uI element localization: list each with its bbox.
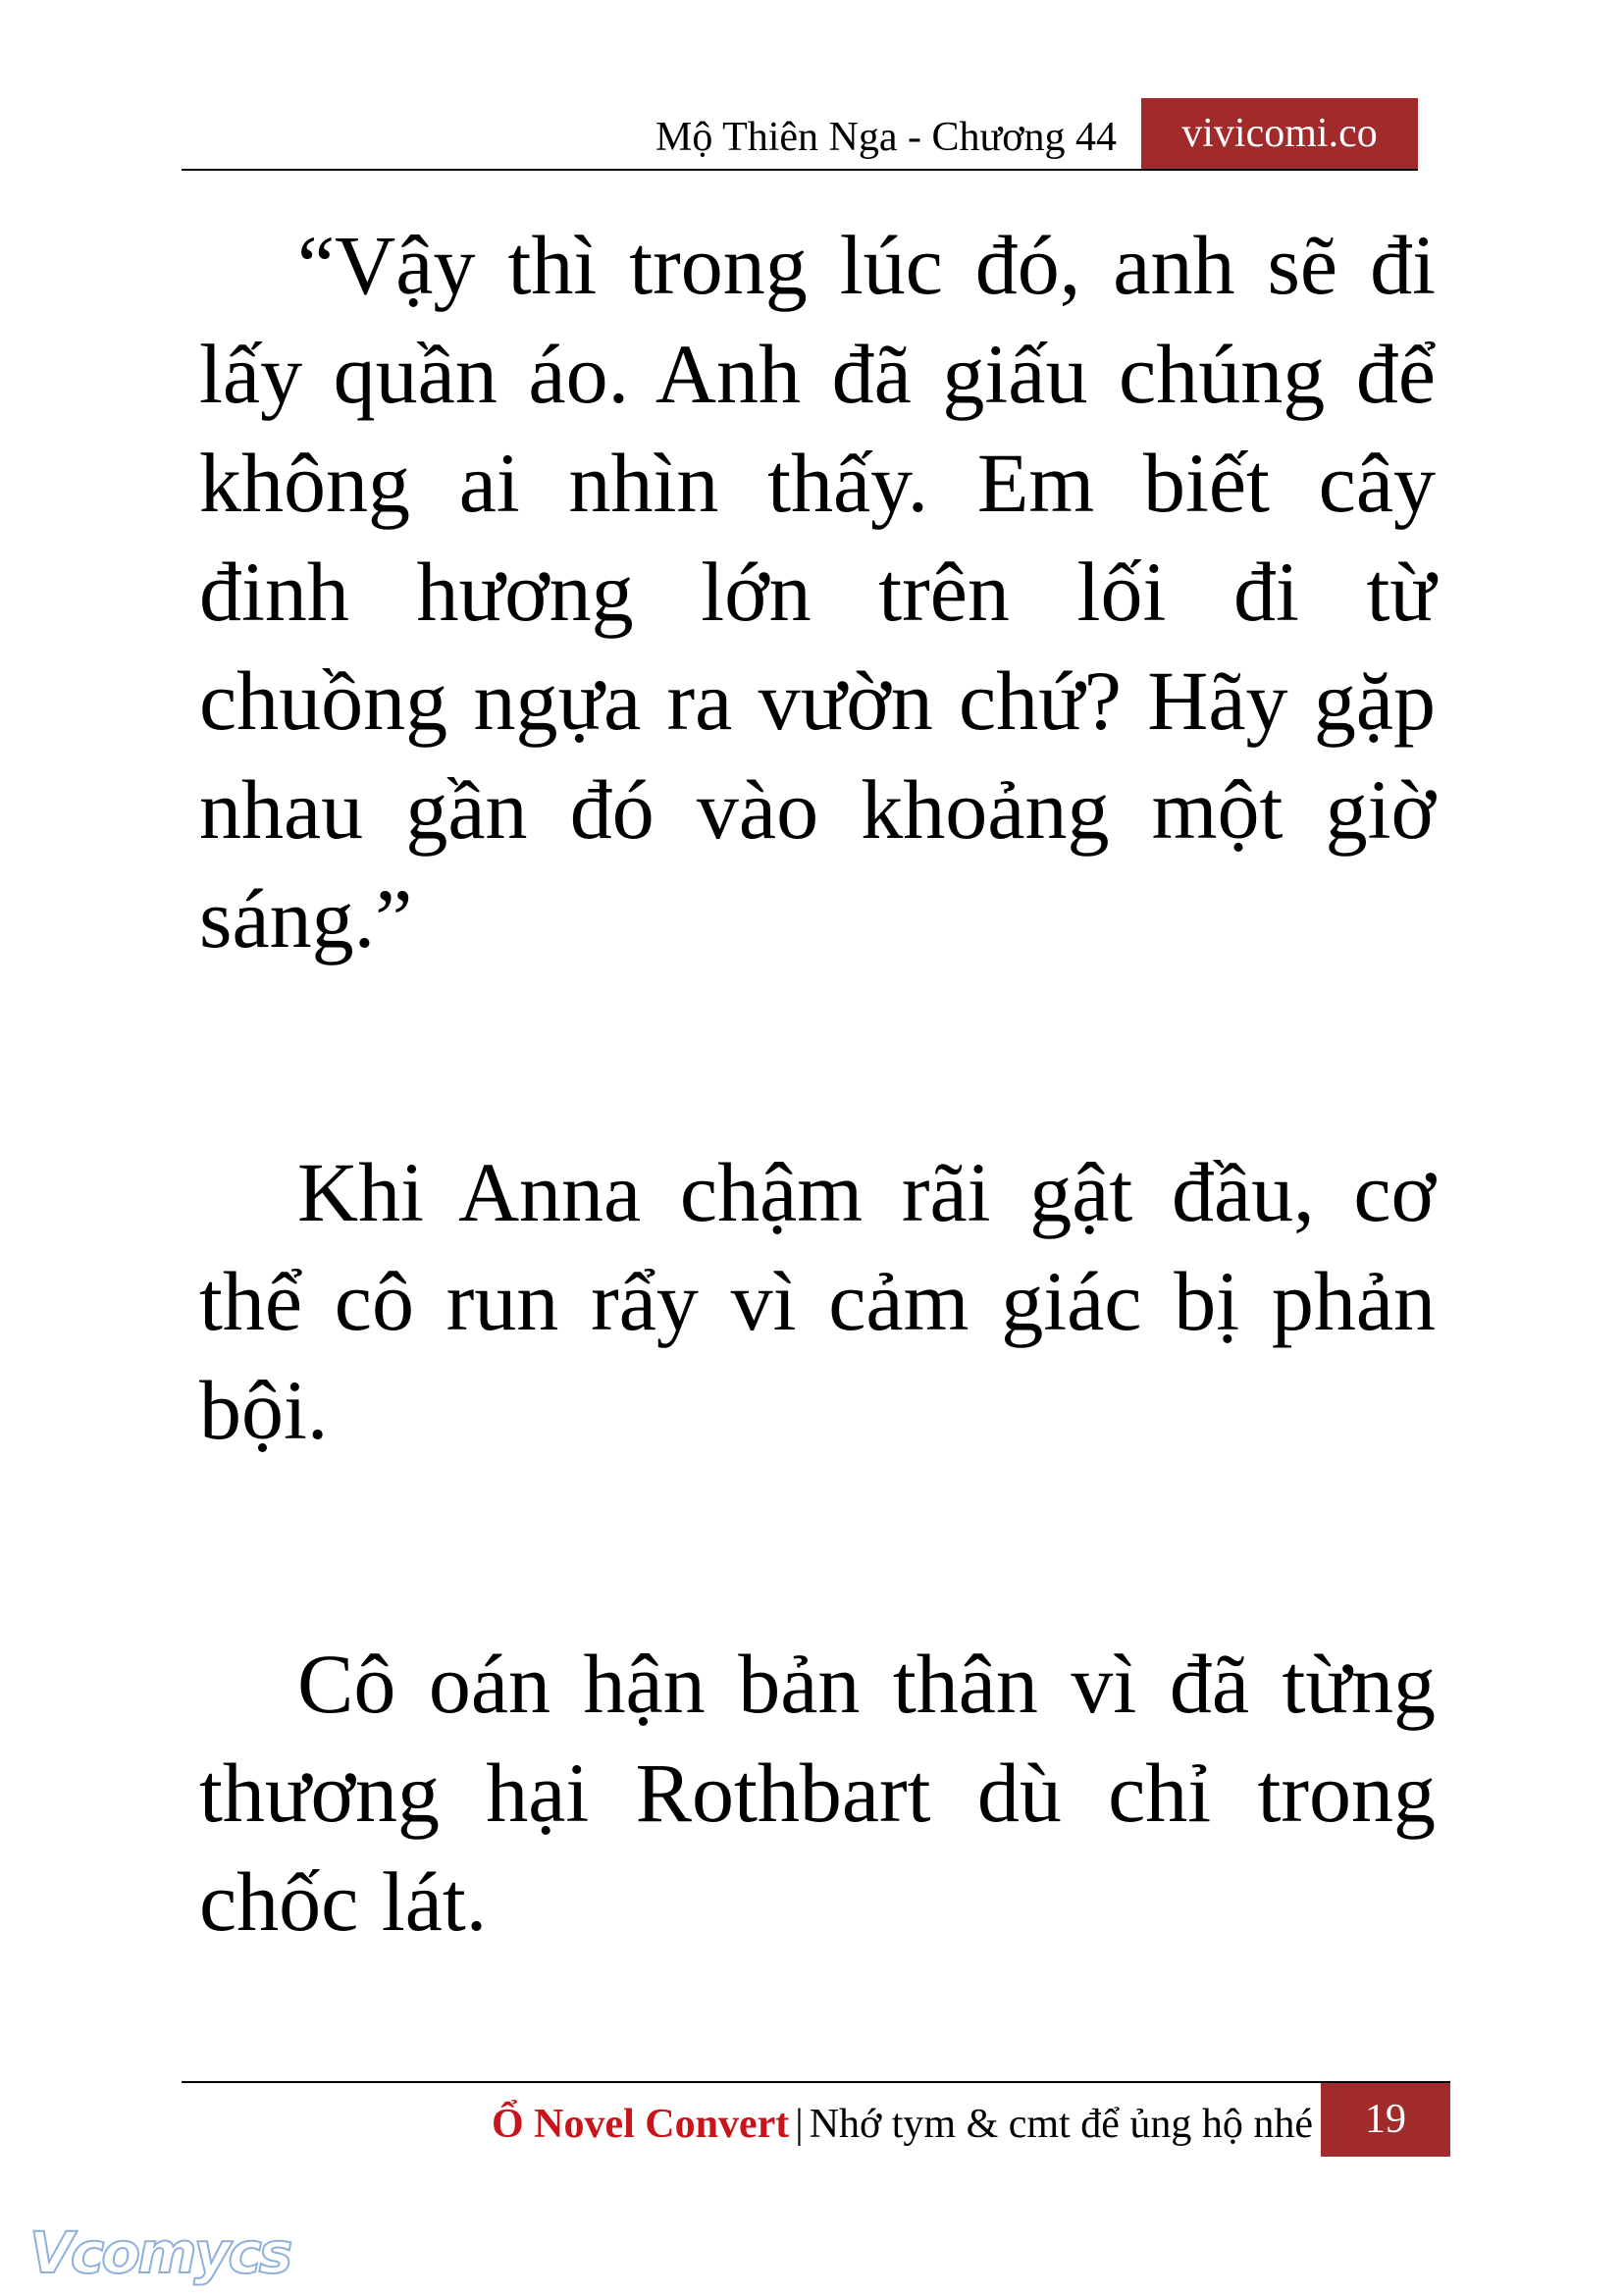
watermark-logo: Vcomycs (29, 2219, 290, 2286)
footer-separator: | (795, 2102, 804, 2147)
page-number: 19 (1321, 2083, 1450, 2157)
paragraph: Khi Anna chậm rãi gật đầu, cơ thể cô run rẩy vì cảm giác bị phản bội. (199, 1145, 1436, 1457)
paragraph: Cô oán hận bản thân vì đã từng thương hại Rothbart dù chỉ trong chốc lát. (199, 1637, 1436, 1949)
chapter-title: Mộ Thiên Nga - Chương 44 (655, 115, 1117, 160)
footer-text (492, 2095, 1313, 2154)
footer-note: Nhớ tym & cmt để ủng hộ nhé (809, 2102, 1313, 2147)
page-header (182, 98, 1418, 171)
page-footer (182, 2081, 1450, 2157)
paragraph: “Vậy thì trong lúc đó, anh sẽ đi lấy quần áo. Anh đã giấu chúng để không ai nhìn thấy. Em biết cây đinh hương lớn trên lối đi từ chuồng ngựa ra vườn chứ? Hãy gặp nhau gần đó vào khoảng một giờ sáng.” (199, 218, 1436, 965)
site-badge: vivicomi.co (1141, 98, 1418, 169)
chapter-body (199, 211, 1436, 1956)
footer-brand: Ổ Novel Convert (491, 2102, 790, 2147)
